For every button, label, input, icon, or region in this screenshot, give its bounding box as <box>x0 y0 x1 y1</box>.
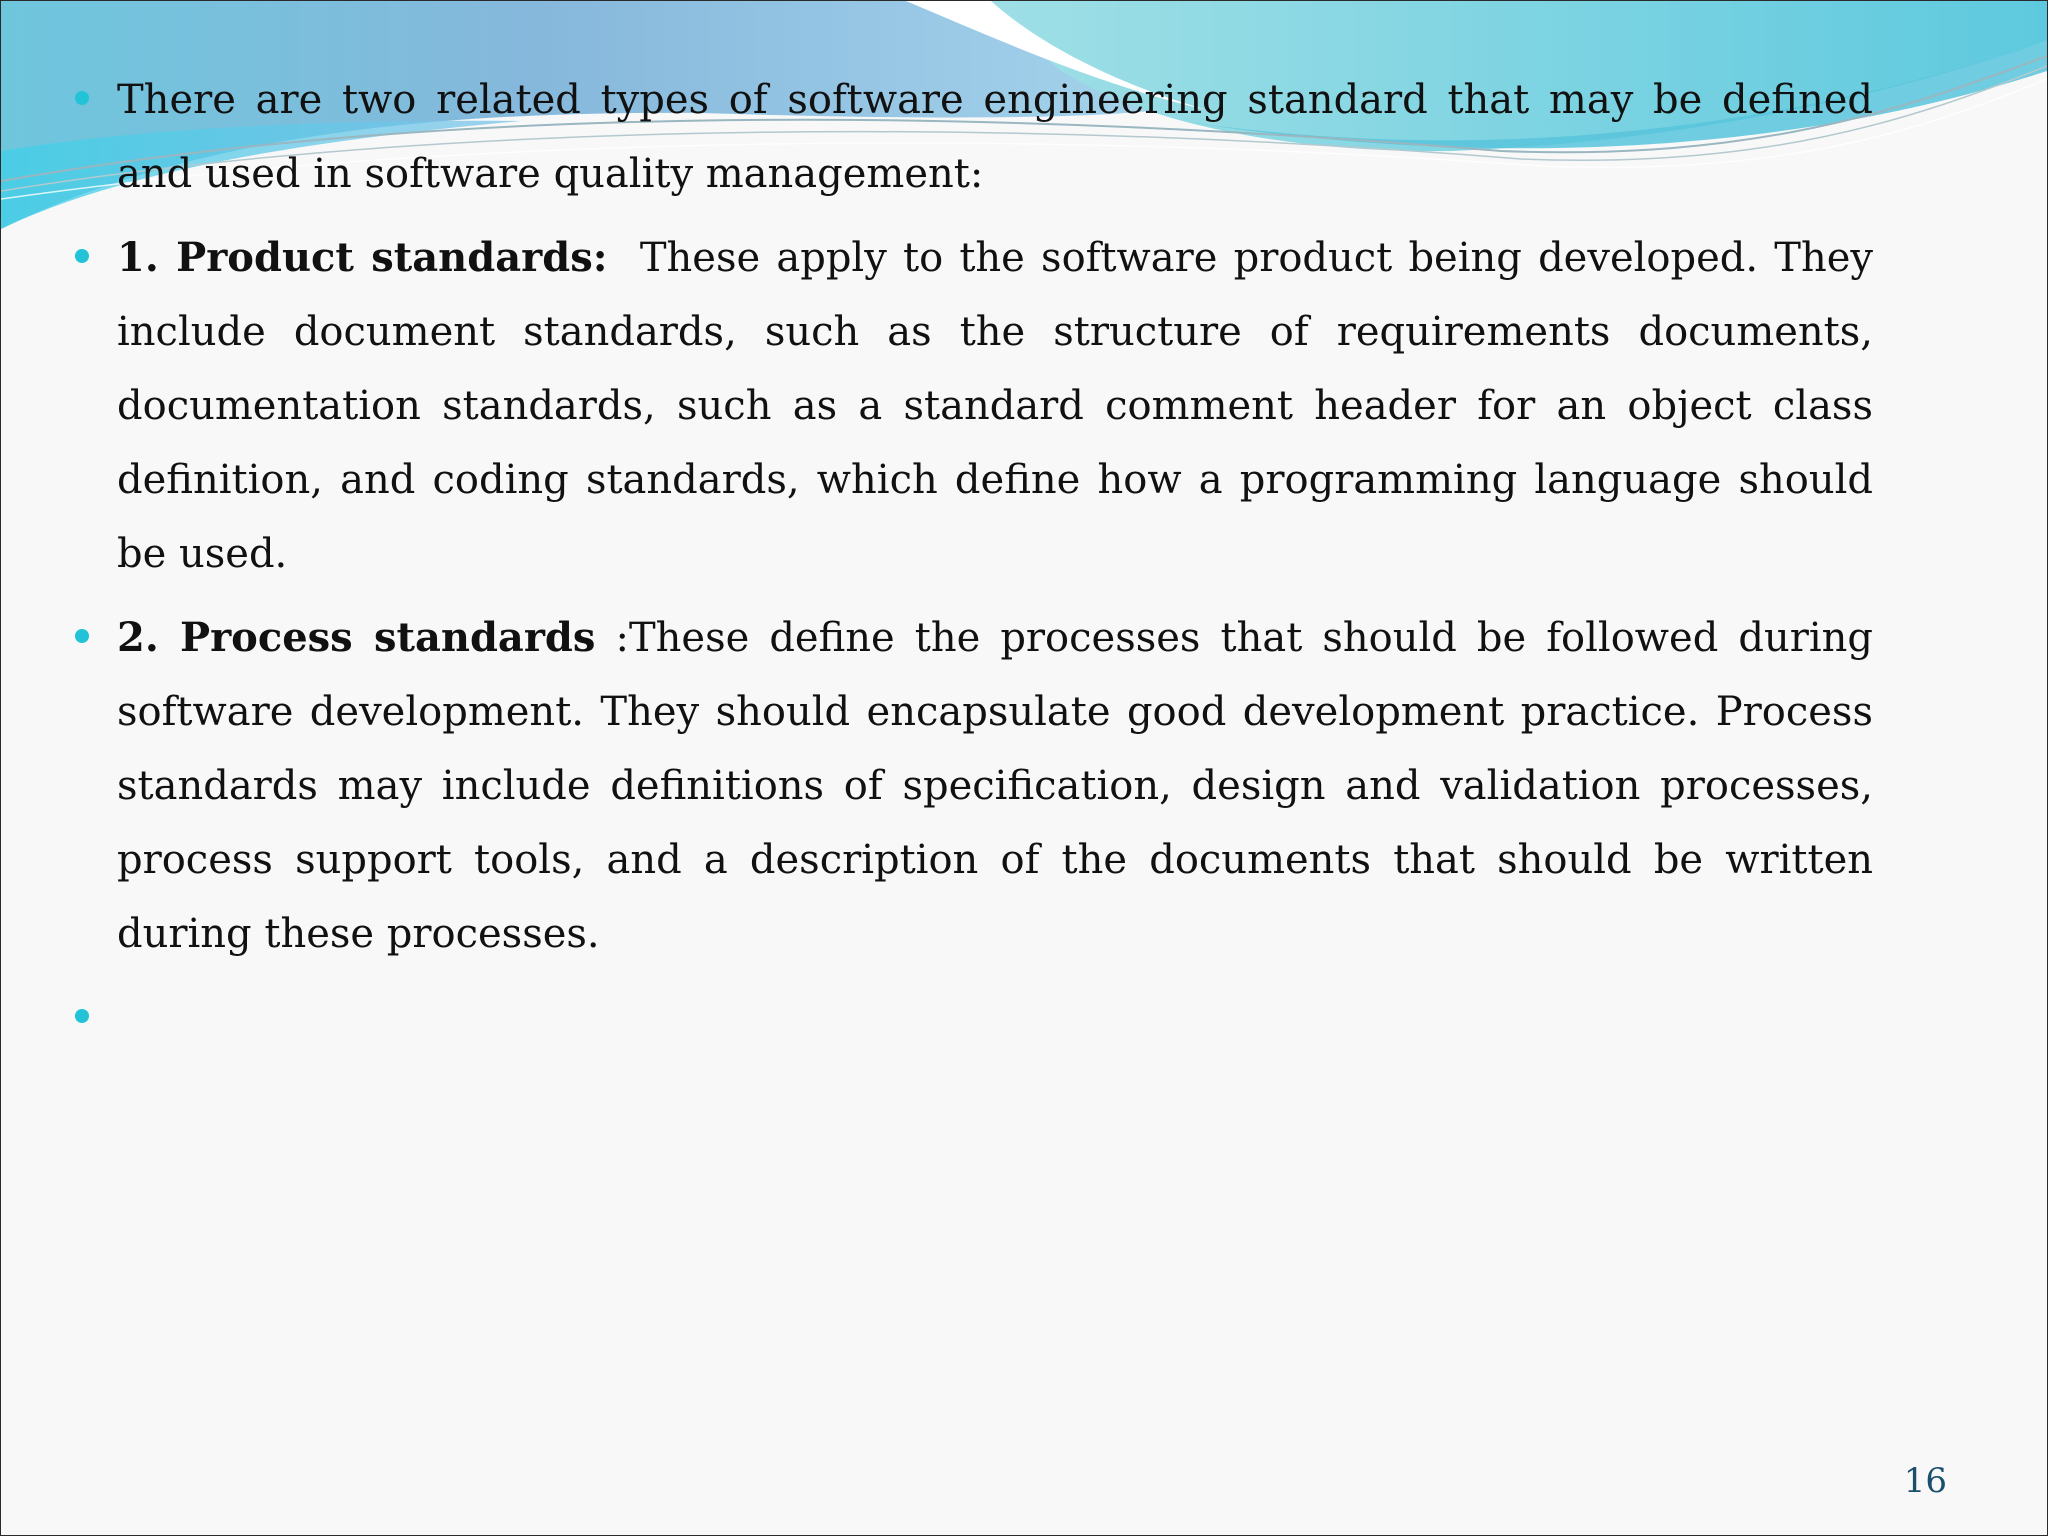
bullet-dot-icon <box>75 91 89 105</box>
bullet-text: These apply to the software product being developed. They include document standards, such as the structure of requirements documents, documentation standards, such as a standard comment header for an object class definition, and coding standards, which define how a programming language should be used. <box>117 235 1886 577</box>
bullet-process-standards <box>69 601 1873 971</box>
bullet-dot-icon <box>75 249 89 263</box>
bullet-dot-icon <box>75 1009 89 1023</box>
bullet-empty <box>69 981 1873 1055</box>
bullet-lead: 1. Product standards: <box>117 234 608 281</box>
bullet-dot-icon <box>75 629 89 643</box>
bullet-product-standards <box>69 221 1886 591</box>
page-number: 16 <box>1903 1461 1947 1501</box>
bullet-intro <box>69 63 1873 211</box>
slide-body <box>69 63 1886 1065</box>
bullet-lead: 2. Process standards <box>117 614 596 661</box>
bullet-text: There are two related types of software engineering standard that may be defined and used in software quality management: <box>117 77 1873 197</box>
bullet-text: :These define the processes that should be followed during software development. They should encapsulate good development practice. Process standards may include definitions of specification, design and validation processes, process support tools, and a description of the documents that should be written during these processes. <box>117 615 1874 957</box>
